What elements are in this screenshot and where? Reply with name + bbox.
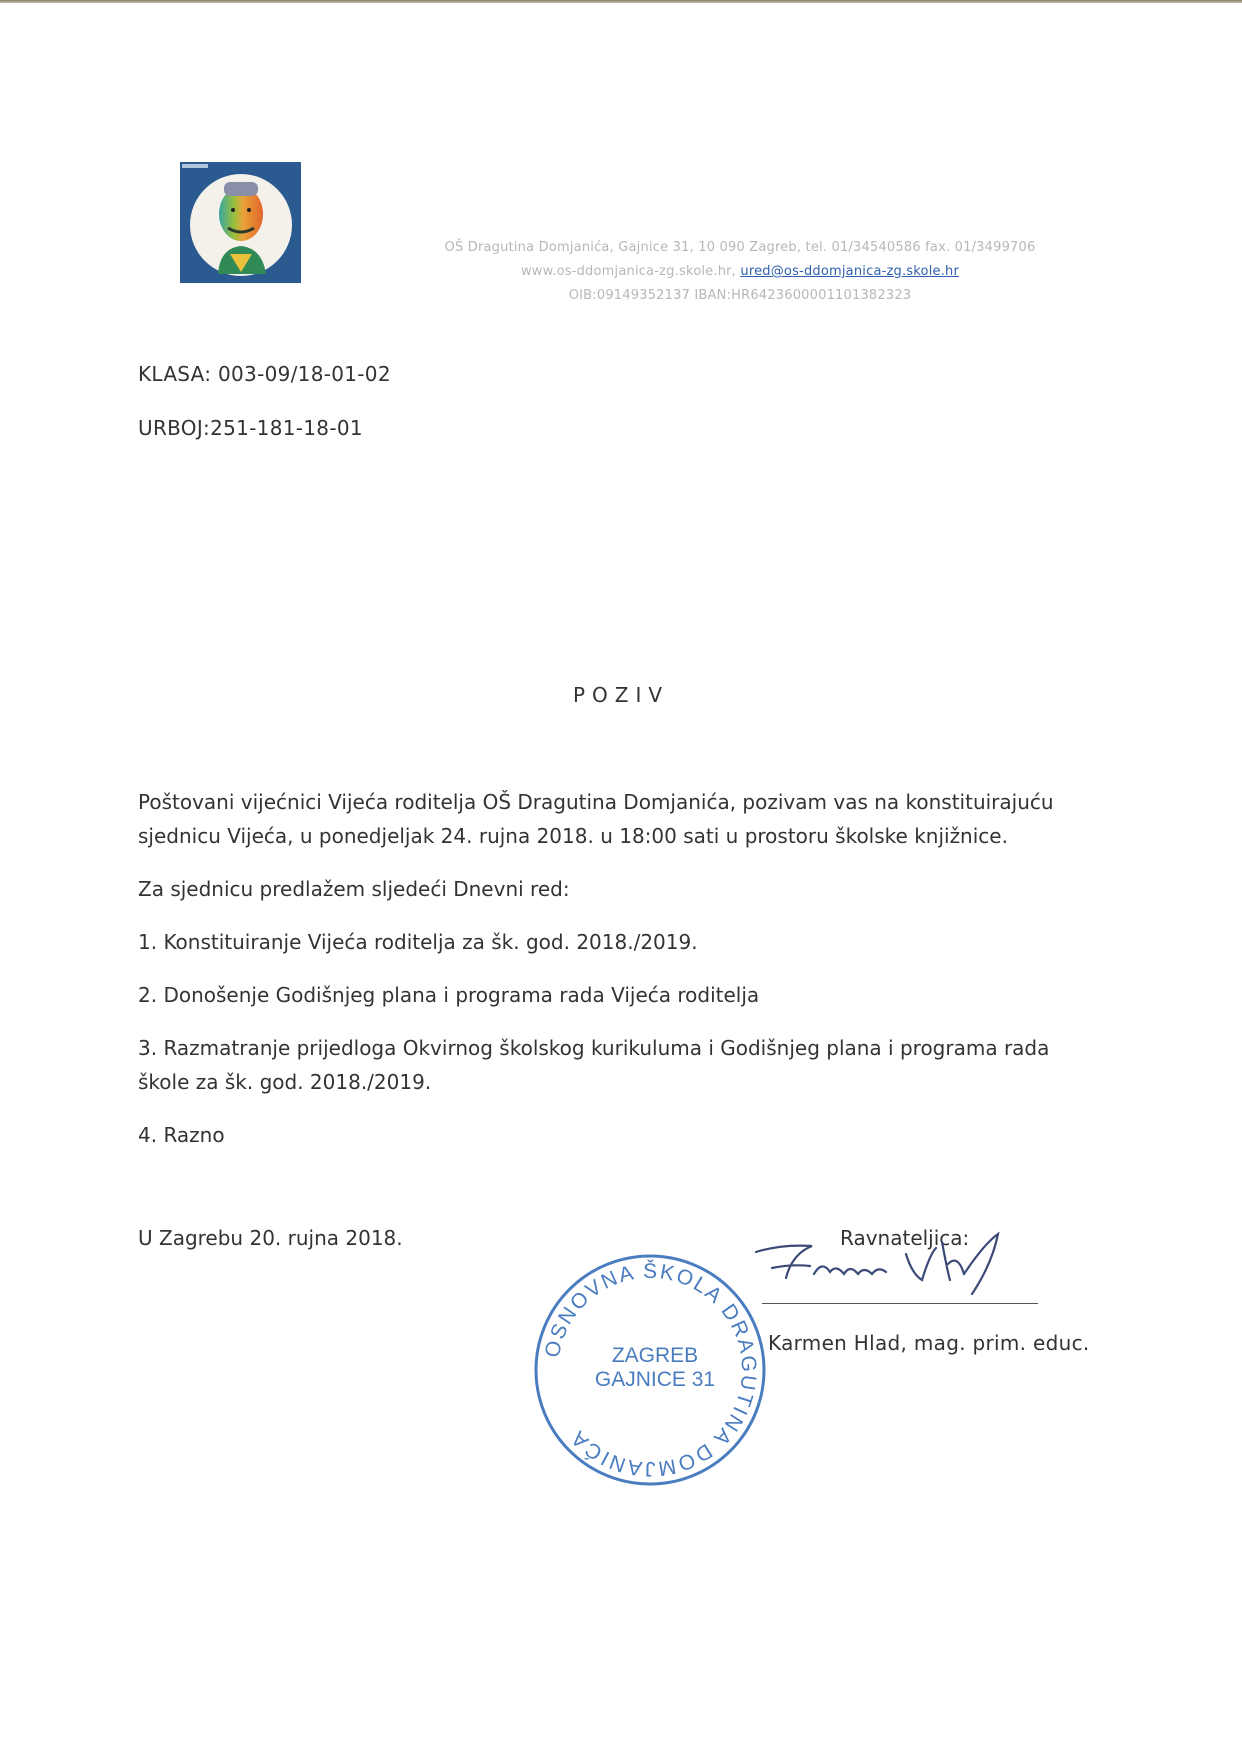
agenda-item: 1. Konstituiranje Vijeća roditelja za šk. god. 2018./2019. bbox=[138, 930, 698, 954]
letterhead-bank-line: OIB:09149352137 IBAN:HR6423600001101382323 bbox=[568, 288, 912, 303]
school-logo bbox=[180, 162, 301, 283]
signatory-role: Ravnateljica: bbox=[840, 1226, 970, 1250]
letter-body bbox=[138, 785, 1098, 1171]
intro-paragraph: Poštovani vijećnici Vijeća roditelja OŠ Dragutina Domjanića, pozivam vas na konstituirajuću sjednicu Vijeća, u ponedjeljak 24. rujna 2018. u 18:00 sati u prostoru školske knjižnice. bbox=[138, 790, 1054, 848]
handwritten-signature bbox=[752, 1224, 1052, 1328]
place-and-date: U Zagrebu 20. rujna 2018. bbox=[138, 1226, 403, 1250]
email-link[interactable]: ured@os-ddomjanica-zg.skole.hr bbox=[740, 264, 960, 279]
urbroj-reference: URBOJ:251-181-18-01 bbox=[138, 416, 363, 440]
agenda-item: 2. Donošenje Godišnjeg plana i programa rada Vijeća roditelja bbox=[138, 983, 760, 1007]
document-title: POZIV bbox=[572, 683, 670, 707]
klasa-reference: KLASA: 003-09/18-01-02 bbox=[138, 362, 391, 386]
stamp-ring-text: OSNOVNA ŠKOLA DRAGUTINA DOMJANIĆA bbox=[540, 1259, 761, 1481]
stamp-city: ZAGREB bbox=[611, 1344, 699, 1367]
agenda-item: 4. Razno bbox=[138, 1123, 225, 1147]
agenda-item: 3. Razmatranje prijedloga Okvirnog školskog kurikuluma i Godišnjeg plana i programa rada škole za šk. god. 2018./2019. bbox=[138, 1036, 1050, 1094]
letterhead-contact bbox=[380, 236, 1100, 308]
signatory-name: Karmen Hlad, mag. prim. educ. bbox=[768, 1331, 1090, 1355]
signature-line bbox=[762, 1303, 1038, 1304]
website-text: www.os-ddomjanica-zg.skole.hr, bbox=[520, 264, 737, 279]
stamp-address: GAJNICE 31 bbox=[594, 1368, 716, 1391]
scan-top-edge bbox=[0, 0, 1242, 3]
letterhead-address-line: OŠ Dragutina Domjanića, Gajnice 31, 10 090 Zagreb, tel. 01/34540586 fax. 01/3499706 bbox=[444, 240, 1036, 255]
letterhead-web-line bbox=[380, 260, 1100, 284]
agenda-intro: Za sjednicu predlažem sljedeći Dnevni red: bbox=[138, 877, 570, 901]
